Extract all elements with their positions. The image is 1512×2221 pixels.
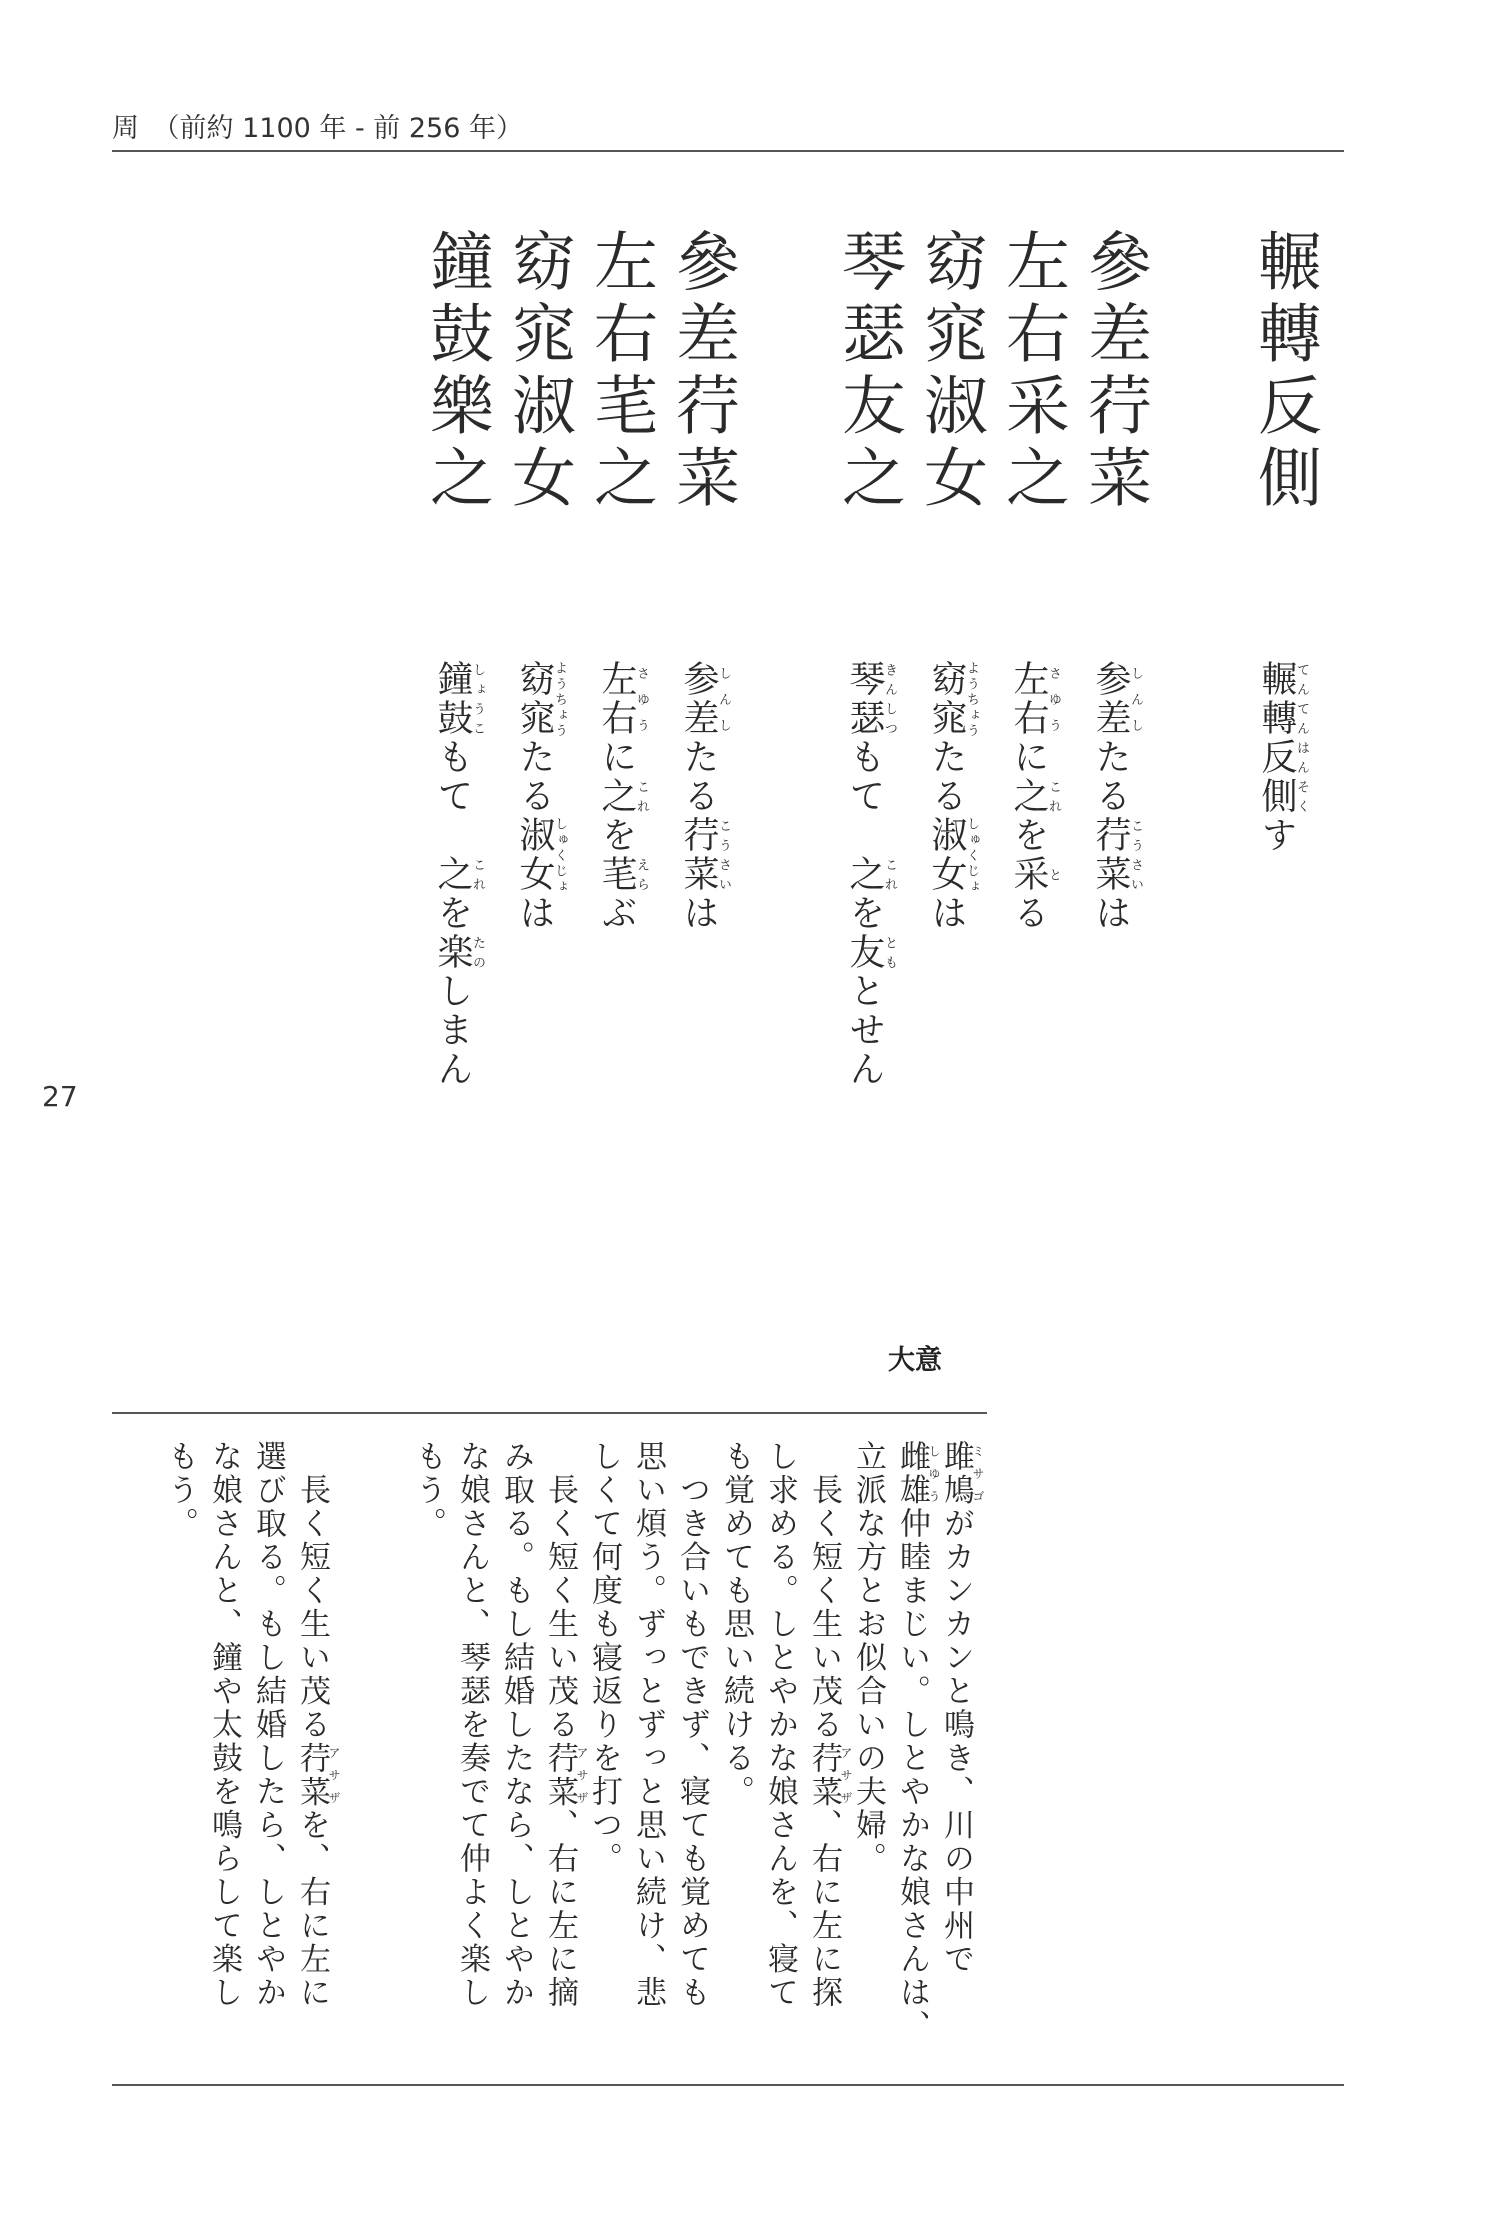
kundoku-line-5: 琴瑟きんしつもて 之これを友ともとせん	[844, 660, 897, 1089]
original-line-9: 鐘鼓樂之	[419, 228, 493, 516]
translation-column: もう。	[162, 1440, 198, 1541]
translation-column: 長く短く生い茂る荇菜アサザ、右に左に摘	[542, 1440, 589, 2010]
kundoku-line-6: 参差しんしたる荇菜こうさいは	[678, 660, 731, 933]
translation-column: つき合いもできず、寝ても覚めても	[674, 1440, 710, 2010]
original-line-7: 左右芼之	[583, 228, 657, 516]
original-line-4: 窈窕淑女	[913, 228, 987, 516]
translation-column: 雌雄しゆう仲睦まじい。しとやかな娘さんは、	[894, 1440, 941, 2043]
translation-column: しくて何度も寝返りを打つ。	[586, 1440, 622, 1876]
running-header: 周 （前約 1100 年 - 前 256 年）	[112, 113, 523, 144]
kundoku-line-1: 輾轉反側てんてんはんそくす	[1256, 660, 1309, 855]
footer-rule	[112, 2084, 1344, 2086]
translation-column: み取る。もし結婚したなら、しとやか	[498, 1440, 534, 2010]
original-line-1: 輾轉反側	[1247, 228, 1321, 516]
page-number: 27	[42, 1080, 78, 1113]
translation-column: 長く短く生い茂る荇菜アサザを、右に左に	[294, 1440, 341, 2010]
kundoku-line-8: 窈窕ようちょうたる淑女しゅくじょは	[514, 660, 567, 933]
kundoku-line-7: 左右さゆうに之これを芼えらぶ	[596, 660, 649, 933]
translation-column: な娘さんと、琴瑟を奏でて仲よく楽し	[454, 1440, 490, 2010]
translation-column: 選び取る。もし結婚したら、しとやか	[250, 1440, 286, 2010]
original-line-2: 參差荇菜	[1077, 228, 1151, 516]
section-label-taii: 大意	[888, 1345, 942, 1376]
original-line-3: 左右采之	[995, 228, 1069, 516]
translation-column: 雎鳩ミサゴがカンカンと鳴き、川の中州で	[938, 1440, 985, 1976]
translation-column: 長く短く生い茂る荇菜アサザ、右に左に探	[806, 1440, 853, 2010]
translation-column: し求める。しとやかな娘さんを、寝て	[762, 1440, 798, 2010]
original-line-5: 琴瑟友之	[831, 228, 905, 516]
translation-column: 思い煩う。ずっとずっと思い続け、悲	[630, 1440, 666, 2010]
kundoku-line-9: 鐘鼓しょうこもて 之これを楽たのしまん	[432, 660, 485, 1089]
kundoku-line-4: 窈窕ようちょうたる淑女しゅくじょは	[926, 660, 979, 933]
kundoku-line-2: 参差しんしたる荇菜こうさいは	[1090, 660, 1143, 933]
translation-column: な娘さんと、鐘や太鼓を鳴らして楽し	[206, 1440, 242, 2010]
original-line-6: 參差荇菜	[665, 228, 739, 516]
translation-column: 立派な方とお似合いの夫婦。	[850, 1440, 886, 1876]
translation-column: も覚めても思い続ける。	[718, 1440, 754, 1809]
original-line-8: 窈窕淑女	[501, 228, 575, 516]
header-rule	[112, 150, 1344, 152]
section-rule	[112, 1412, 987, 1414]
kundoku-line-3: 左右さゆうに之これを采とる	[1008, 660, 1061, 933]
translation-column: もう。	[410, 1440, 446, 1541]
